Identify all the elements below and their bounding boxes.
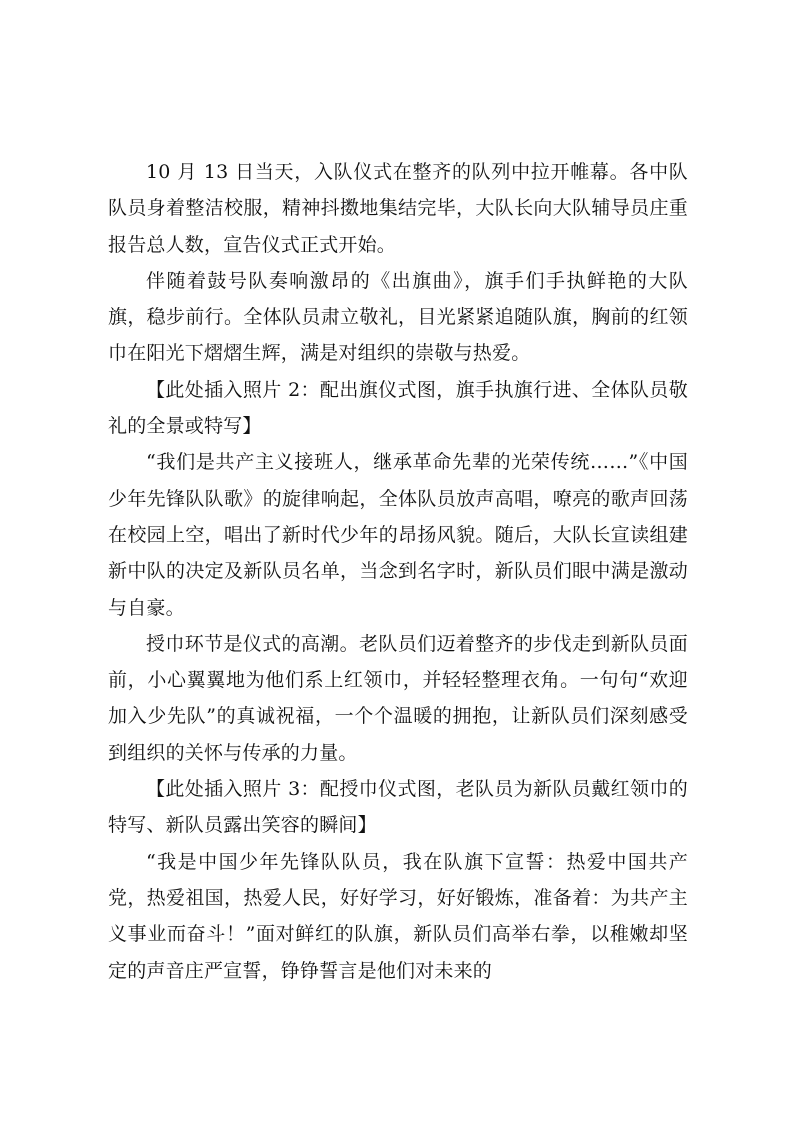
paragraph-ceremony-opening: 10 月 13 日当天，入队仪式在整齐的队列中拉开帷幕。各中队队员身着整洁校服，精神抖擞地集结完毕，大队长向大队辅导员庄重报告总人数，宣告仪式正式开始。 — [108, 161, 688, 256]
paragraph-oath: “我是中国少年先锋队队员，我在队旗下宣誓：热爱中国共产党，热爱祖国，热爱人民，好好学习，好好锻炼，准备着：为共产主义事业而奋斗！”面对鲜红的队旗，新队员们高举右拳，以稚嫩却坚定的声音庄严宣誓，铮铮誓言是他们对未来的 — [108, 850, 688, 982]
photo-placeholder-3: 【此处插入照片 3：配授巾仪式图，老队员为新队员戴红领巾的特写、新队员露出笑容的瞬间】 — [108, 778, 688, 837]
document-body — [108, 154, 688, 989]
photo-placeholder-2: 【此处插入照片 2：配出旗仪式图，旗手执旗行进、全体队员敬礼的全景或特写】 — [108, 378, 688, 438]
paragraph-scarf-ceremony: 授巾环节是仪式的高潮。老队员们迈着整齐的步伐走到新队员面前，小心翼翼地为他们系上红领巾，并轻轻整理衣角。一句句“欢迎加入少先队”的真诚祝福，一个个温暖的拥抱，让新队员们深刻感受到组织的关怀与传承的力量。 — [108, 632, 688, 764]
paragraph-team-song: “我们是共产主义接班人，继承革命先辈的光荣传统……”《中国少年先锋队队歌》的旋律响起，全体队员放声高唱，嘹亮的歌声回荡在校园上空，唱出了新时代少年的昂扬风貌。随后，大队长宣读组建新中队的决定及新队员名单，当念到名字时，新队员们眼中满是激动与自豪。 — [108, 451, 688, 619]
paragraph-flag-entry: 伴随着鼓号队奏响激昂的《出旗曲》，旗手们手执鲜艳的大队旗，稳步前行。全体队员肃立敬礼，目光紧紧追随队旗，胸前的红领巾在阳光下熠熠生辉，满是对组织的崇敬与热爱。 — [108, 269, 688, 365]
